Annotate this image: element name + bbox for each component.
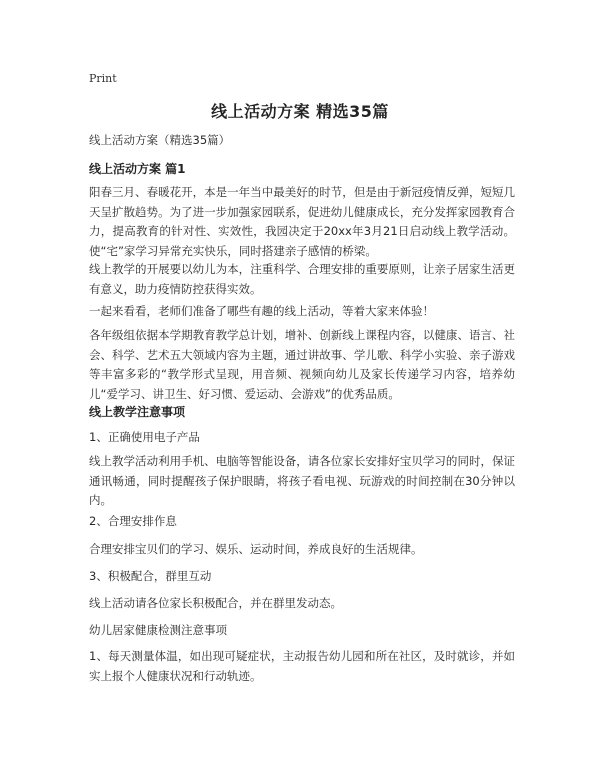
paragraph-intro: 阳春三月、春暖花开，本是一年当中最美好的时节，但是由于新冠疫情反弹，短短几天呈扩散趋势。为了进一步加强家园联系，促进幼儿健康成长，充分发挥家园教育合力，提高教育的针对性、实效性，我园决定于20xx年3月21日启动线上教学活动。使“宅”家学习异常充实快乐，同时搭建亲子感情的桥梁。 [89, 185, 515, 258]
item-1-body: 线上教学活动利用手机、电脑等智能设备，请各位家长安排好宝贝学习的同时，保证通讯畅通，同时提醒孩子保护眼睛，将孩子看电视、玩游戏的时间控制在30分钟以内。 [89, 454, 515, 507]
section-heading-3: 幼儿居家健康检测注意事项 [89, 623, 227, 637]
paragraph-curriculum: 各年级组依据本学期教育教学总计划，增补、创新线上课程内容，以健康、语言、社会、科学、艺术五大领域内容为主题，通过讲故事、学儿歌、科学小实验、亲子游戏等丰富多彩的“教学形式呈现，用音频、视频向幼儿及家长传递学习内容，培养幼儿“爱学习、讲卫生、好习惯、爱运动、会游戏”的优秀品质。 [89, 328, 515, 401]
paragraph-principle: 线上教学的开展要以幼儿为本，注重科学、合理安排的重要原则，让亲子居家生活更有意义，助力疫情防控获得实效。 [89, 262, 515, 296]
paragraph-invite: 一起来看看，老师们准备了哪些有趣的线上活动，等着大家来体验！ [89, 304, 434, 318]
item-3-title: 3、积极配合，群里互动 [89, 569, 212, 583]
health-item-1: 1、每天测量体温，如出现可疑症状，主动报告幼儿园和所在社区，及时就诊，并如实上报个人健康状况和行动轨迹。 [89, 649, 515, 683]
section-heading-2: 线上教学注意事项 [89, 405, 186, 419]
item-3-body: 线上活动请各位家长积极配合，并在群里发动态。 [89, 596, 342, 610]
item-2-title: 2、合理安排作息 [89, 514, 177, 528]
item-2-body: 合理安排宝贝们的学习、娱乐、运动时间，养成良好的生活规律。 [89, 542, 423, 556]
section-heading-1: 线上活动方案 篇1 [89, 162, 186, 176]
page-title: 线上活动方案 精选35篇 [211, 102, 389, 121]
document-subtitle: 线上活动方案（精选35篇） [89, 133, 231, 147]
item-1-title: 1、正确使用电子产品 [89, 430, 200, 444]
print-link[interactable]: Print [89, 72, 117, 85]
